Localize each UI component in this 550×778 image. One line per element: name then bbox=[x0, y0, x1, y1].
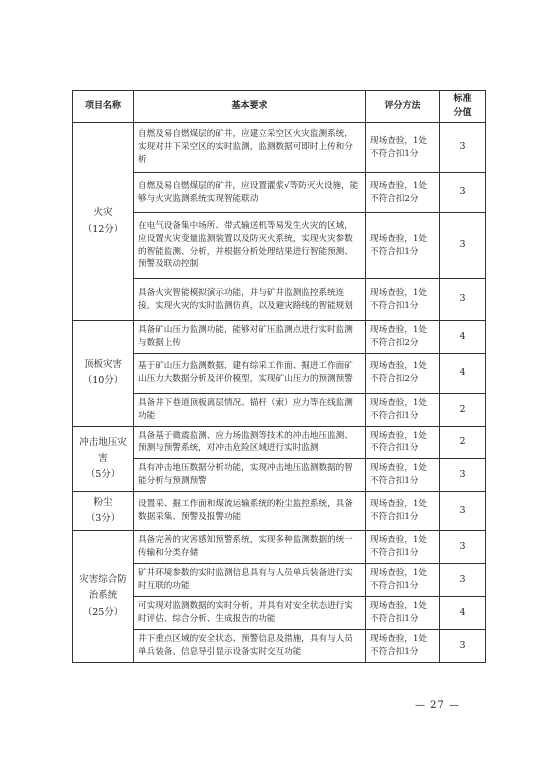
table-row bbox=[73, 426, 486, 459]
scoring-method-cell: 现场查验，1处不符合扣1分 bbox=[366, 279, 440, 321]
score-cell: 3 bbox=[440, 279, 486, 321]
header-score-line1: 标准 bbox=[453, 94, 472, 104]
table-row bbox=[73, 173, 486, 213]
category-name: 顶板灾害 bbox=[83, 359, 122, 371]
category-points: （5分） bbox=[85, 468, 121, 480]
table-row bbox=[73, 531, 486, 564]
requirement-cell: 具备完善的灾害感知预警系统，实现多种监测数据的统一传输和分类存储 bbox=[134, 531, 366, 564]
category-name: 火灾 bbox=[93, 207, 113, 219]
header-score-line2: 分值 bbox=[453, 107, 472, 118]
table-row bbox=[73, 321, 486, 354]
table-header-row bbox=[73, 91, 486, 123]
table-row bbox=[73, 459, 486, 492]
header-standard-score bbox=[440, 91, 486, 123]
standards-table bbox=[72, 90, 486, 663]
table-row bbox=[73, 279, 486, 321]
category-name: 冲击地压灾害 bbox=[79, 436, 127, 464]
scoring-method-cell: 现场查验，1处不符合扣1分 bbox=[366, 213, 440, 279]
requirement-cell: 可实现对监测数据的实时分析，并具有对安全状态进行实时评估、综合分析、生成报告的功能 bbox=[134, 596, 366, 629]
scoring-method-cell: 现场查验，1处不符合扣1分 bbox=[366, 459, 440, 492]
page-number: — 27 — bbox=[415, 700, 461, 711]
score-cell: 2 bbox=[440, 426, 486, 459]
category-cell bbox=[73, 531, 134, 662]
score-cell: 4 bbox=[440, 596, 486, 629]
table-row bbox=[73, 629, 486, 662]
scoring-method-cell: 现场查验，1处不符合扣1分 bbox=[366, 426, 440, 459]
requirement-cell: 具备井下巷道顶板离层情况、锚杆（索）应力等在线监测功能 bbox=[134, 393, 366, 426]
scoring-method-cell: 现场查验，1处不符合扣2分 bbox=[366, 173, 440, 213]
scoring-method-cell: 现场查验，1处不符合扣1分 bbox=[366, 596, 440, 629]
requirement-cell: 具备基于微震监测、应力场监测等技术的冲击地压监测、预测与预警系统，对冲击危险区域进行实时监测 bbox=[134, 426, 366, 459]
header-basic-requirements: 基本要求 bbox=[134, 91, 366, 123]
category-points: （3分） bbox=[85, 513, 121, 525]
score-cell: 3 bbox=[440, 213, 486, 279]
category-cell bbox=[73, 123, 134, 321]
table-row bbox=[73, 213, 486, 279]
score-cell: 4 bbox=[440, 321, 486, 354]
scoring-method-cell: 现场查验，1处不符合扣2分 bbox=[366, 353, 440, 393]
score-cell: 4 bbox=[440, 353, 486, 393]
score-cell: 3 bbox=[440, 459, 486, 492]
category-name: 粉尘 bbox=[93, 497, 113, 509]
score-cell: 3 bbox=[440, 123, 486, 173]
header-item-name: 项目名称 bbox=[73, 91, 134, 123]
scoring-method-cell: 现场查验，1处不符合扣1分 bbox=[366, 629, 440, 662]
table-row bbox=[73, 353, 486, 393]
score-cell: 3 bbox=[440, 173, 486, 213]
requirement-cell: 具有冲击地压数据分析功能，实现冲击地压监测数据的智能分析与预测预警 bbox=[134, 459, 366, 492]
scoring-method-cell: 现场查验，1处不符合扣1分 bbox=[366, 393, 440, 426]
scoring-method-cell: 现场查验，1处不符合扣1分 bbox=[366, 564, 440, 597]
category-cell bbox=[73, 492, 134, 531]
header-scoring-method: 评分方法 bbox=[366, 91, 440, 123]
scoring-method-cell: 现场查验，1处不符合扣2分 bbox=[366, 321, 440, 354]
requirement-cell: 设置采、掘工作面和煤流运输系统的粉尘监控系统，具备数据采集、预警及报警功能 bbox=[134, 492, 366, 531]
requirement-cell: 具备火灾智能模拟演示功能，并与矿井监测监控系统连接，实现火灾的实时监测仿真，以及避灾路线的智能规划 bbox=[134, 279, 366, 321]
category-points: （12分） bbox=[82, 223, 124, 235]
score-cell: 3 bbox=[440, 492, 486, 531]
scoring-method-cell: 现场查验，1处不符合扣1分 bbox=[366, 492, 440, 531]
category-points: （25分） bbox=[82, 606, 124, 618]
requirement-cell: 自燃及易自燃煤层的矿井，应建立采空区火灾监测系统，实现对井下采空区的实时监测，监测数据可即时上传和分析 bbox=[134, 123, 366, 173]
category-name: 灾害综合防治系统 bbox=[79, 574, 127, 602]
table-body bbox=[73, 123, 486, 663]
score-cell: 3 bbox=[440, 531, 486, 564]
requirement-cell: 井下重点区域的安全状态、预警信息及措施，具有与人员单兵装备、信息导引显示设备实时交互功能 bbox=[134, 629, 366, 662]
requirement-cell: 自燃及易自燃煤层的矿井，应设置灌浆√等防灭火设施，能够与火灾监测系统实现智能联动 bbox=[134, 173, 366, 213]
table-row bbox=[73, 564, 486, 597]
score-cell: 3 bbox=[440, 564, 486, 597]
table-row bbox=[73, 393, 486, 426]
score-cell: 3 bbox=[440, 629, 486, 662]
requirement-cell: 基于矿山压力监测数据，建有综采工作面、掘进工作面矿山压力大数据分析及评价模型，实现矿山压力的预测预警 bbox=[134, 353, 366, 393]
table-row bbox=[73, 596, 486, 629]
table-row bbox=[73, 123, 486, 173]
requirement-cell: 具备矿山压力监测功能，能够对矿压监测点进行实时监测与数据上传 bbox=[134, 321, 366, 354]
scoring-method-cell: 现场查验，1处不符合扣1分 bbox=[366, 123, 440, 173]
category-points: （10分） bbox=[82, 375, 124, 387]
category-cell bbox=[73, 321, 134, 427]
score-cell: 2 bbox=[440, 393, 486, 426]
requirement-cell: 矿井环境参数的实时监测信息具有与人员单兵装备进行实时互联的功能 bbox=[134, 564, 366, 597]
requirement-cell: 在电气设备集中场所、带式输送机等易发生火灾的区域，应设置火灾变量监测装置以及防灭火系统，实现火灾参数的智能监测、分析，并根据分析处理结果进行智能预测、预警及联动控制 bbox=[134, 213, 366, 279]
scoring-method-cell: 现场查验，1处不符合扣1分 bbox=[366, 531, 440, 564]
category-cell bbox=[73, 426, 134, 492]
table-row bbox=[73, 492, 486, 531]
